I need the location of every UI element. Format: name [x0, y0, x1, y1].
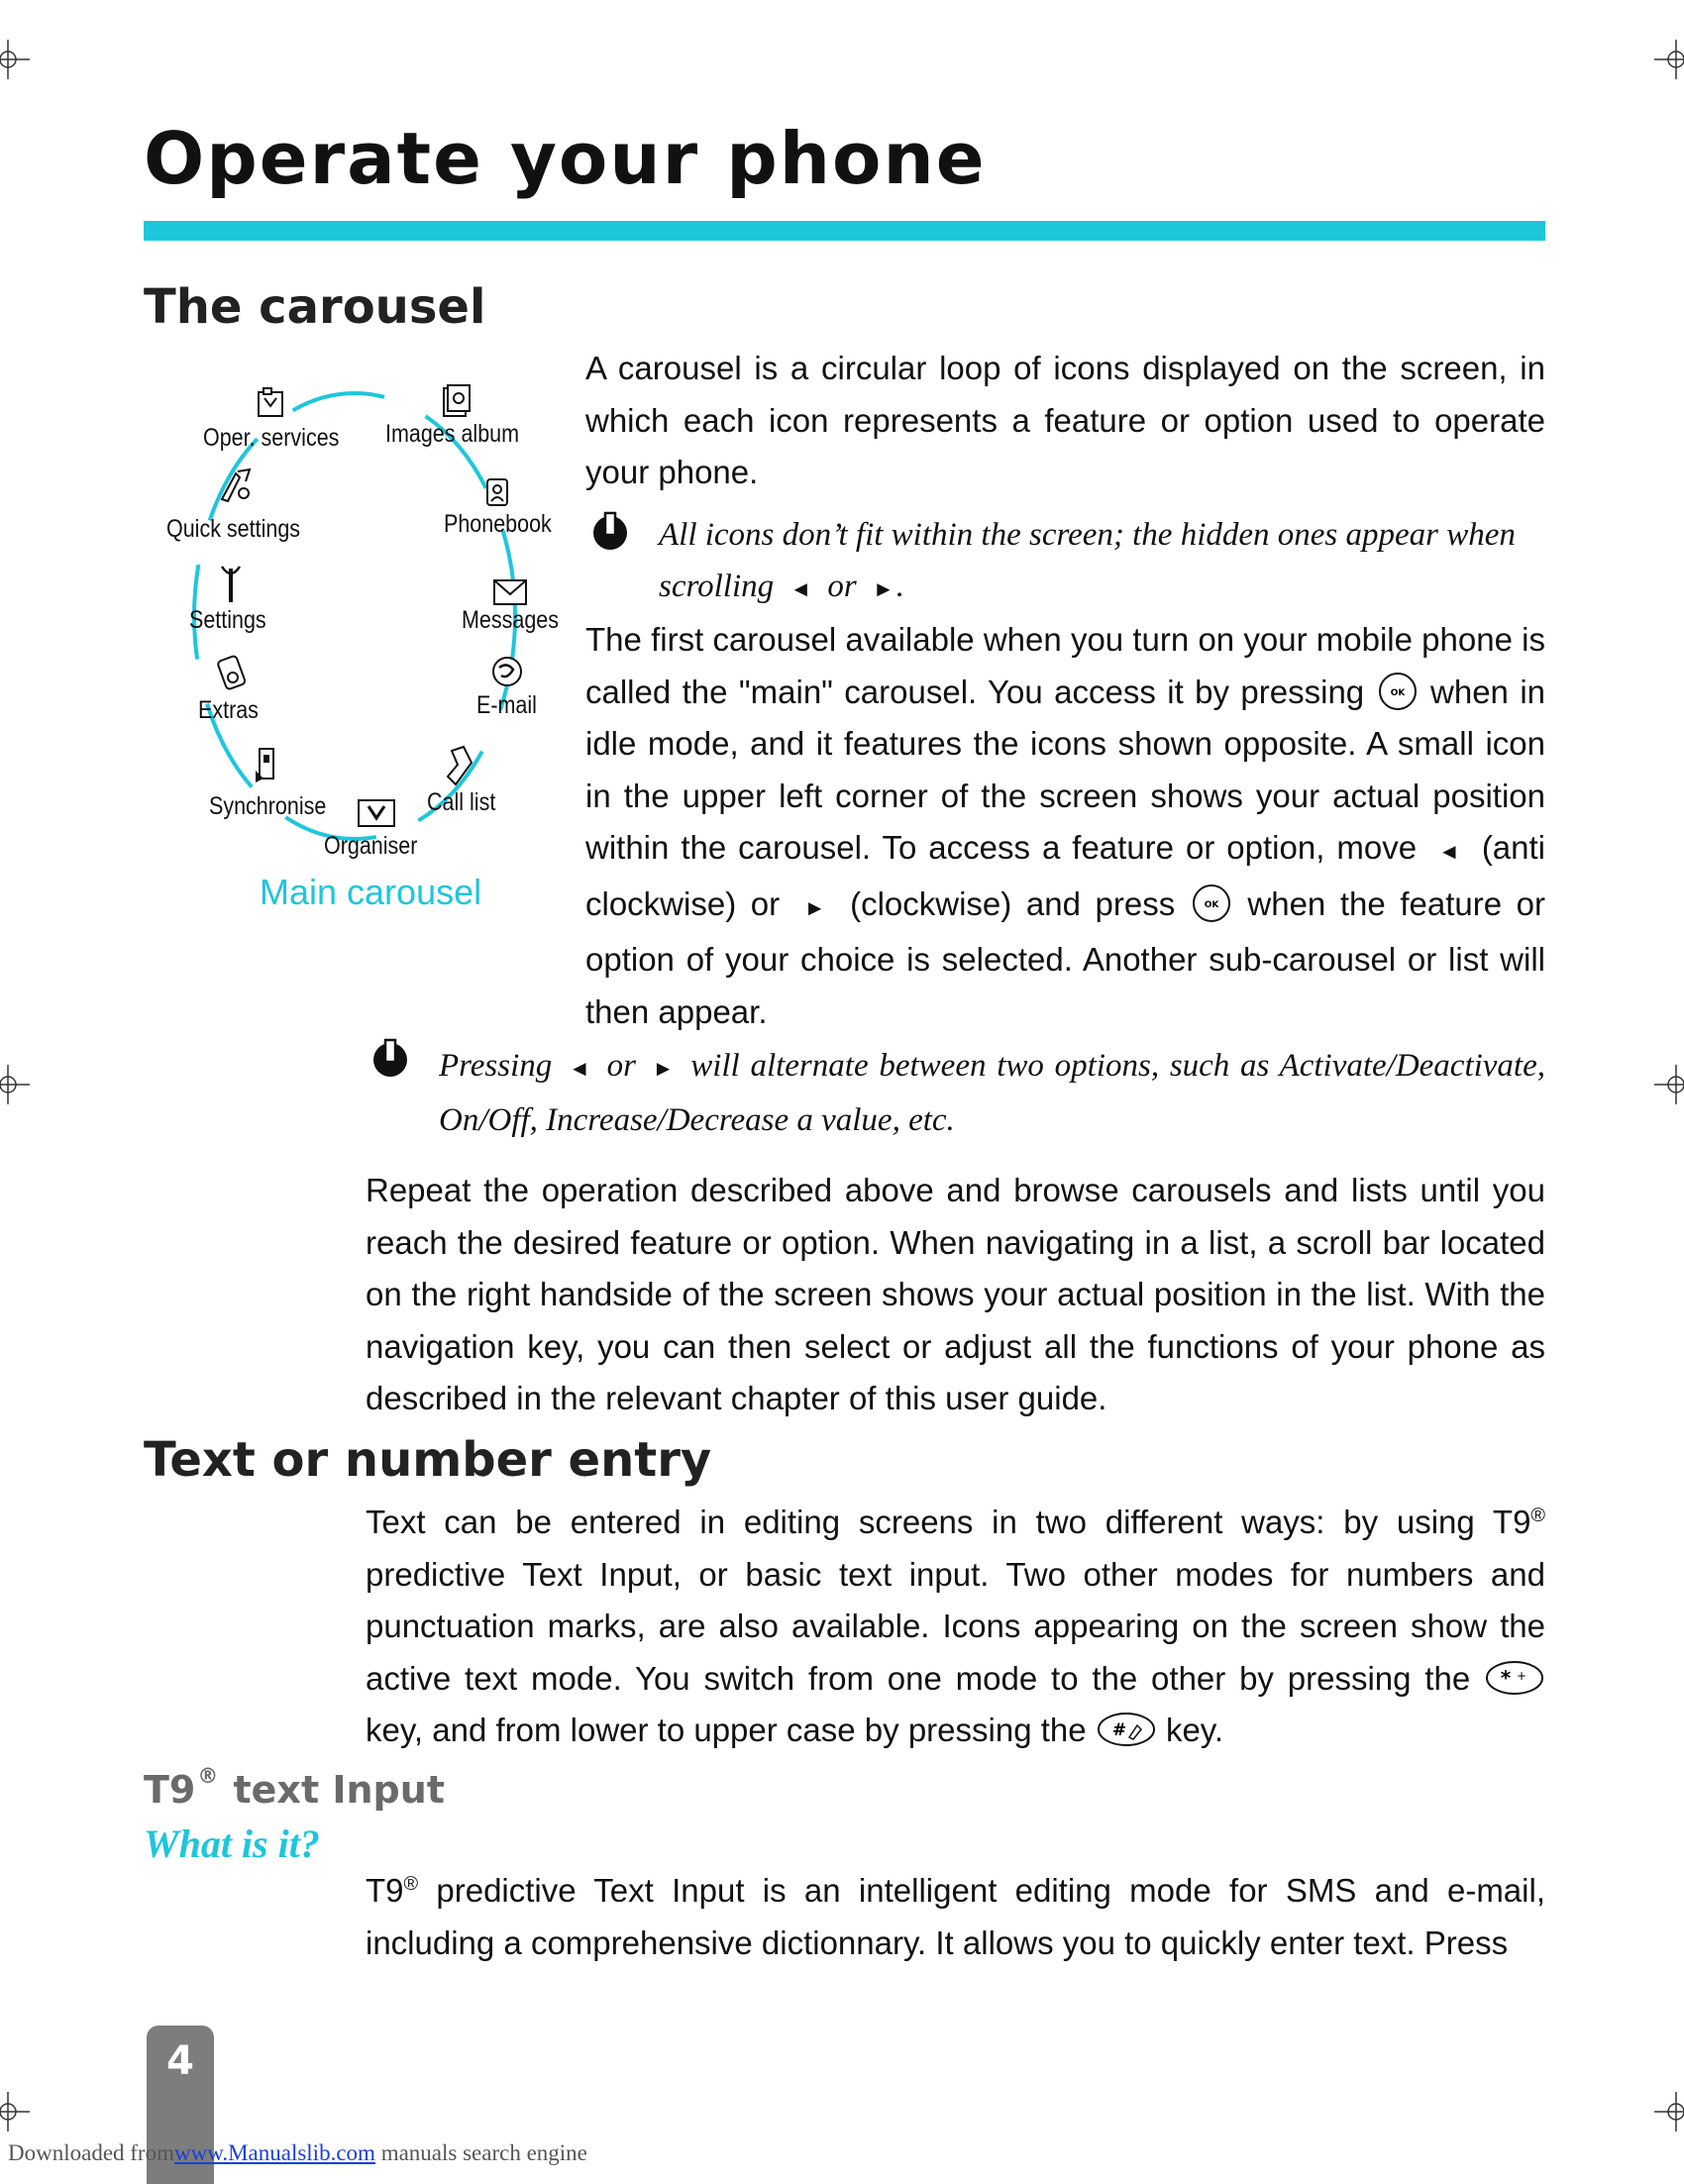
registered-mark: ® [197, 1764, 219, 1789]
crop-mark-mid-left [0, 1065, 30, 1104]
svg-text:+: + [1516, 1668, 1527, 1683]
carousel-label-synchronise: Synchronise [209, 792, 327, 820]
carousel-note-1-scrolling: scrolling [659, 569, 775, 604]
images-album-icon [440, 384, 474, 420]
svg-text:*: * [1500, 1665, 1512, 1690]
text-entry-para-2-t9: T9 [366, 1872, 404, 1909]
left-arrow-icon: ◄ [569, 1056, 590, 1081]
carousel-paragraph-2-part-c: (anti clockwise) or [585, 829, 1546, 922]
carousel-paragraph-2-part-e: when the feature or option of your choice is selected. Another sub-carousel or list will then appear. [585, 884, 1545, 1030]
carousel-paragraph-1 [585, 343, 1545, 499]
carousel-label-call-list: Call list [427, 788, 496, 816]
carousel-label-quick-settings: Quick settings [166, 515, 301, 543]
crop-mark-bottom-right [1654, 2092, 1684, 2132]
oper-services-icon [256, 386, 289, 420]
title-underline-bar [144, 221, 1545, 241]
carousel-note-1-line2: scrolling ◄ or ►. [659, 569, 905, 604]
carousel-label-organiser: Organiser [324, 832, 418, 860]
hash-key-icon [1096, 1710, 1157, 1749]
crop-mark-top-left [0, 40, 30, 79]
organiser-icon [357, 796, 396, 830]
carousel-note-1 [659, 509, 1545, 615]
ok-key-icon [1376, 672, 1420, 711]
carousel-paragraph-2 [585, 614, 1545, 1038]
note-icon [368, 1038, 412, 1078]
carousel-paragraph-3 [366, 1165, 1545, 1425]
left-arrow-icon: ◄ [789, 576, 812, 601]
t9-heading-t9: T9 [144, 1768, 196, 1812]
text-entry-para-1-part-a: Text can be entered in editing screens in two different ways: by using T9 [366, 1504, 1531, 1540]
email-icon [489, 654, 525, 689]
right-arrow-icon: ► [652, 1056, 675, 1081]
right-arrow-icon: ► [803, 894, 826, 920]
ok-key-text: OK [1204, 899, 1219, 910]
carousel-paragraph-1-text: A carousel is a circular loop of icons displayed on the screen, in which each icon represents a feature or option used to operate your phone. [585, 350, 1545, 490]
crop-mark-mid-right [1654, 1065, 1684, 1104]
carousel-label-messages: Messages [462, 606, 559, 634]
text-entry-para-2-rest: predictive Text Input is an intelligent editing mode for SMS and e-mail, including a comprehensive dictionnary. It allows you to quickly enter text. Press [366, 1872, 1545, 1961]
star-key-icon [1484, 1658, 1545, 1698]
crop-mark-bottom-left [0, 2092, 30, 2132]
carousel-label-phonebook: Phonebook [444, 510, 552, 538]
quick-settings-icon [216, 466, 256, 505]
svg-text:#: # [1111, 1720, 1126, 1741]
call-list-icon [442, 745, 477, 788]
carousel-label-email: E-mail [476, 691, 537, 719]
section-heading-carousel: The carousel [144, 279, 486, 335]
carousel-caption: Main carousel [260, 872, 482, 912]
carousel-note-2-rest: will alternate between two options, such as Activate/Deactivate, On/Off, Increase/Decrease a value, etc. [439, 1048, 1545, 1138]
ok-key-text: OK [1390, 687, 1405, 698]
synchronise-icon [252, 745, 281, 784]
t9-heading-rest: text Input [220, 1768, 445, 1812]
note-icon [588, 511, 632, 551]
carousel-paragraph-2-part-a: The first carousel available when you turn on your mobile phone is called the "main" carousel. You access it by pressing [585, 621, 1545, 710]
left-arrow-icon: ◄ [1438, 839, 1460, 864]
crop-mark-top-right [1654, 40, 1684, 79]
text-entry-paragraph-2 [366, 1865, 1545, 1969]
page-title: Operate your phone [144, 117, 987, 200]
manualslib-link[interactable]: www.Manualslib.com [174, 2140, 375, 2165]
subsection-heading-t9 [144, 1764, 445, 1812]
carousel-paragraph-3-text: Repeat the operation described above and browse carousels and lists until you reach the desired feature or option. When navigating in a list, a scroll bar located on the right handside of the screen shows your actual position in the list. With the navigation key, you can then select or adjust all the functions of your phone as described in the relevant chapter of this user guide. [366, 1172, 1545, 1416]
text-entry-paragraph-1 [366, 1497, 1545, 1757]
download-footer [8, 2140, 587, 2166]
carousel-note-2 [439, 1040, 1545, 1146]
carousel-label-images-album: Images album [385, 420, 520, 448]
messages-icon [492, 578, 528, 606]
text-entry-para-1-part-c: key, and from lower to upper case by pressing the [366, 1712, 1087, 1748]
carousel-label-extras: Extras [198, 696, 259, 724]
extras-icon [216, 654, 250, 693]
carousel-note-1-line1: All icons don’t fit within the screen; the hidden ones appear when [659, 517, 1516, 553]
carousel-note-2-or: or [606, 1048, 636, 1084]
carousel-paragraph-2-part-b: when in idle mode, and it features the icons shown opposite. A small icon in the upper left corner of the screen shows your actual position within the carousel. To access a feature or option, move [585, 673, 1546, 866]
registered-mark: ® [1530, 1505, 1545, 1526]
carousel-label-oper-services: Oper. services [203, 424, 340, 452]
footer-suffix: manuals search engine [374, 2140, 587, 2165]
page-number: 4 [166, 2038, 194, 2084]
settings-icon [216, 563, 246, 606]
carousel-note-2-pressing: Pressing [439, 1048, 553, 1084]
carousel-label-settings: Settings [189, 606, 266, 634]
text-entry-para-1-part-b: predictive Text Input, or basic text input. Two other modes for numbers and punctuation marks, are also available. Icons appearing on the screen show the active text mode. You switch from one mode to the other by pressing the [366, 1555, 1545, 1697]
phonebook-icon [481, 473, 515, 509]
carousel-paragraph-2-part-d: (clockwise) and press [850, 884, 1176, 922]
registered-mark: ® [403, 1873, 419, 1895]
right-arrow-icon: ► [873, 576, 895, 601]
section-heading-text-entry: Text or number entry [144, 1432, 712, 1488]
ok-key-icon [1190, 884, 1233, 923]
what-is-it-heading: What is it? [144, 1821, 320, 1866]
text-entry-para-1-part-d: key. [1165, 1712, 1224, 1748]
carousel-note-1-or: or [827, 569, 857, 604]
footer-prefix: Downloaded from [8, 2140, 174, 2165]
